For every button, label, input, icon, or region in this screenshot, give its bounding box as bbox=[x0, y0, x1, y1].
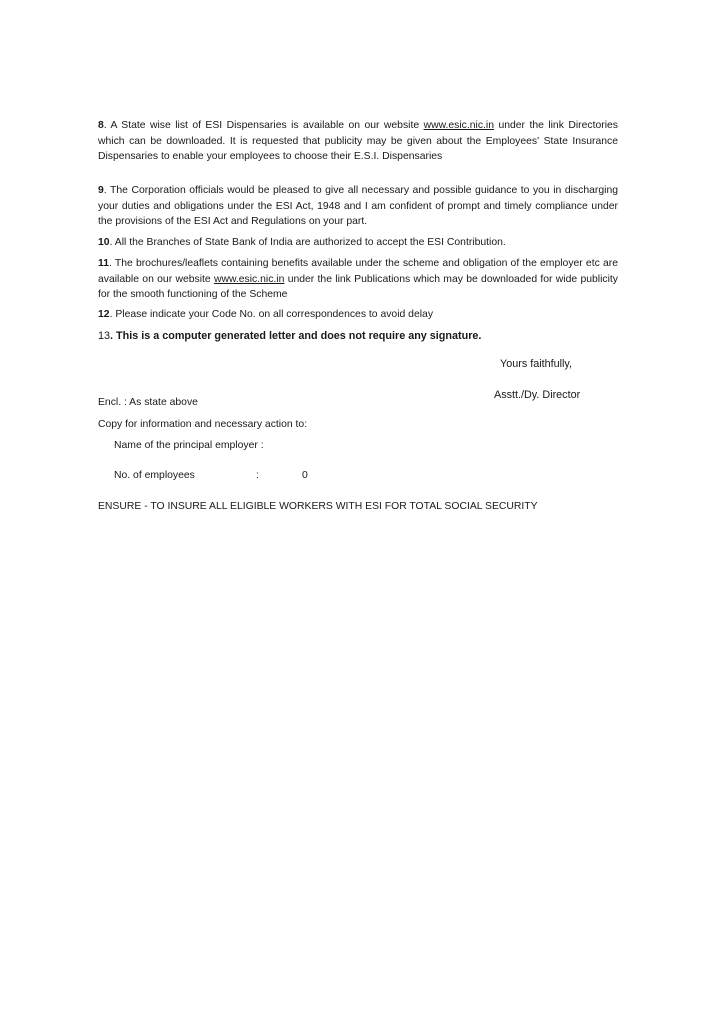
employees-label: No. of employees bbox=[114, 470, 195, 481]
paragraph-13 bbox=[98, 329, 618, 345]
enclosure-note: Encl. : As state above bbox=[98, 397, 198, 408]
paragraph-text: under the link Directories which can be downloaded. It is requested that publicity may be given about the Employees' State Insurance Dispensaries to enable your employees to choose their E.S.I. Dispensaries bbox=[98, 120, 618, 162]
paragraph-number: 10 bbox=[98, 237, 110, 248]
closing-salutation: Yours faithfully, bbox=[500, 358, 573, 370]
paragraph-number: 9 bbox=[98, 185, 104, 196]
paragraph-number: 8 bbox=[98, 120, 104, 131]
paragraph-9 bbox=[98, 183, 618, 230]
paragraph-text: . Please indicate your Code No. on all correspondences to avoid delay bbox=[109, 309, 434, 320]
paragraph-number: 13 bbox=[98, 330, 111, 342]
website-link[interactable]: www.esic.nic.in bbox=[423, 120, 495, 131]
paragraph-text: . All the Branches of State Bank of India are authorized to accept the ESI Contribution. bbox=[109, 237, 506, 248]
paragraph-11 bbox=[98, 256, 618, 303]
paragraph-text: . This is a computer generated letter and does not require any signature. bbox=[110, 330, 482, 342]
paragraph-number: 11 bbox=[98, 258, 109, 269]
principal-employer-label: Name of the principal employer : bbox=[114, 440, 264, 451]
paragraph-text: . The brochures/leaflets containing benefits available under the scheme and obligation of the employer etc are available on our website bbox=[98, 258, 618, 285]
paragraph-number: 12 bbox=[98, 309, 110, 320]
paragraph-10 bbox=[98, 235, 618, 251]
employees-count: 0 bbox=[302, 470, 308, 481]
paragraph-text: under the link Publications which may be downloaded for wide publicity for the smooth functioning of the Scheme bbox=[98, 273, 618, 300]
signatory-designation: Asstt./Dy. Director bbox=[494, 389, 581, 401]
employees-separator: : bbox=[256, 470, 259, 481]
paragraph-text: . The Corporation officials would be pleased to give all necessary and possible guidance to you in discharging your duties and obligations under the ESI Act, 1948 and I am confident of prompt and timely compliance under the provisions of the ESI Act and Regulations on your part. bbox=[98, 185, 618, 227]
footer-slogan: ENSURE - TO INSURE ALL ELIGIBLE WORKERS WITH ESI FOR TOTAL SOCIAL SECURITY bbox=[98, 501, 538, 512]
copy-to-heading: Copy for information and necessary action to: bbox=[98, 419, 308, 430]
paragraph-12 bbox=[98, 307, 618, 323]
paragraph-8 bbox=[98, 118, 618, 165]
website-link[interactable]: www.esic.nic.in bbox=[213, 273, 285, 285]
paragraph-text: . A State wise list of ESI Dispensaries is available on our website bbox=[103, 120, 424, 131]
